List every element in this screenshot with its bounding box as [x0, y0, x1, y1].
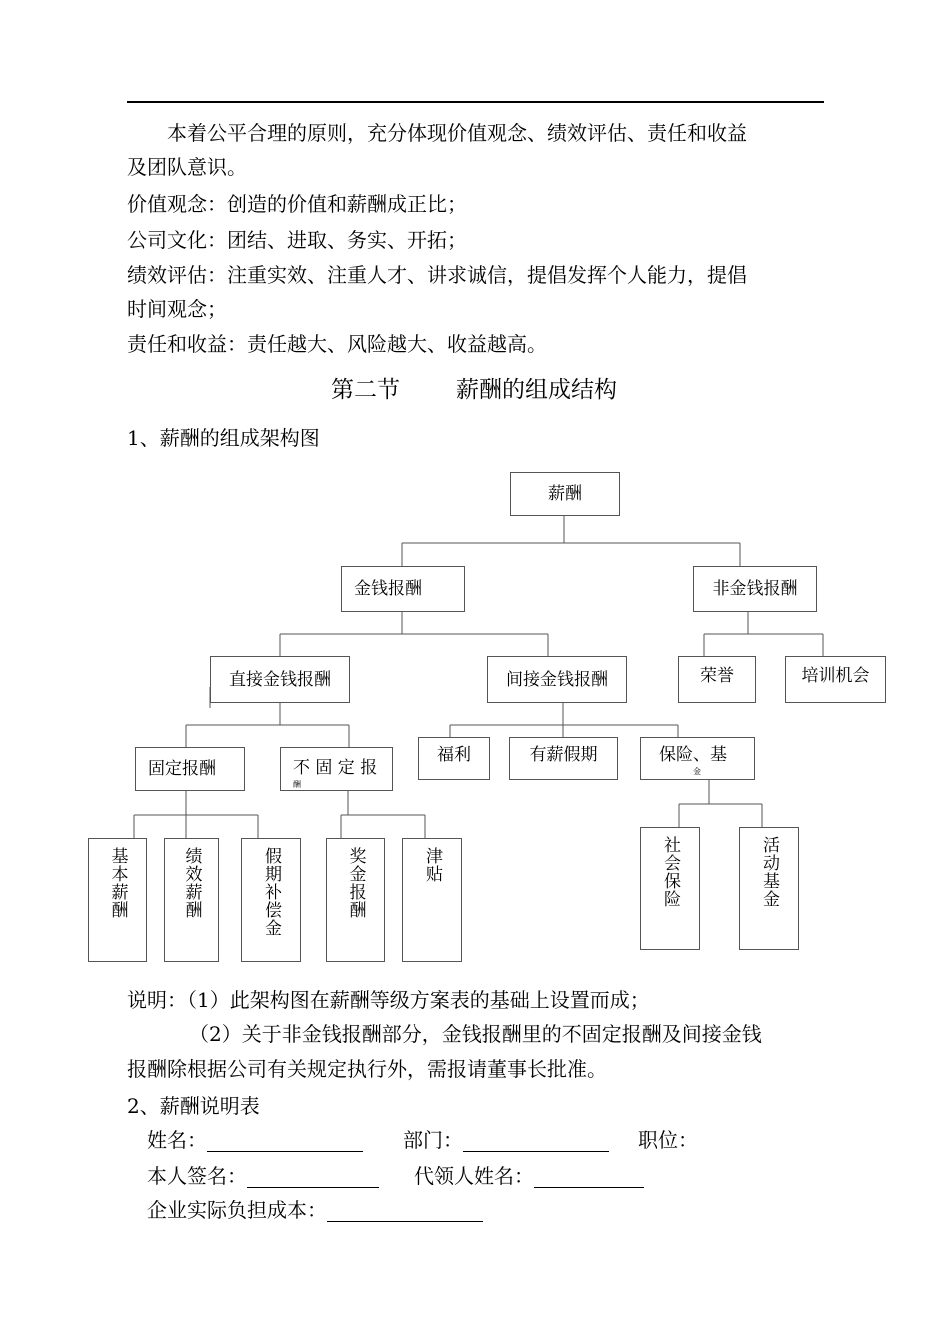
node-insurance-fund: [640, 737, 755, 780]
node-non-monetary: [693, 566, 817, 612]
node-variable-pay: [280, 747, 393, 791]
node-base-salary-label: 基本薪酬: [107, 847, 128, 919]
node-salary-label: 薪酬: [548, 484, 582, 504]
node-bonus-label: 奖金报酬: [345, 847, 366, 919]
note-1: 说明：（1）此架构图在薪酬等级方案表的基础上设置而成；: [127, 988, 650, 1012]
node-performance-salary: [164, 838, 219, 962]
node-insurance-fund-label: 保险、基: [659, 745, 727, 765]
field-department: [403, 1128, 609, 1152]
node-leave-compensation-label: 假期补偿金: [261, 847, 281, 937]
responsibility-line: 责任和收益：责任越大、风险越大、收益越高。: [127, 332, 547, 356]
node-base-salary: [88, 838, 147, 962]
node-direct-monetary-label: 直接金钱报酬: [229, 669, 331, 690]
node-allowance: [402, 838, 462, 962]
company-culture: 公司文化：团结、进取、务实、开拓；: [127, 228, 467, 252]
node-training: [785, 656, 886, 703]
field-department-blank[interactable]: [463, 1133, 609, 1152]
node-monetary-label: 金钱报酬: [354, 579, 422, 599]
field-name-blank[interactable]: [207, 1133, 363, 1152]
value-concept: 价值观念：创造的价值和薪酬成正比；: [127, 192, 467, 216]
subheading-structure-chart: 1、薪酬的组成架构图: [127, 426, 320, 450]
field-proxy: [414, 1164, 644, 1188]
node-performance-salary-label: 绩效薪酬: [181, 847, 202, 919]
node-paid-leave: [509, 737, 618, 780]
node-welfare: [418, 737, 490, 780]
node-activity-fund-label: 活动基金: [759, 836, 779, 908]
node-social-insurance: [640, 827, 700, 950]
field-name: [147, 1128, 363, 1152]
node-fixed-pay: [135, 747, 245, 791]
field-signature: [147, 1164, 379, 1188]
field-proxy-blank[interactable]: [534, 1169, 644, 1188]
node-indirect-monetary-label: 间接金钱报酬: [506, 669, 608, 690]
node-honor: [678, 656, 756, 703]
node-monetary: [341, 566, 465, 612]
node-indirect-monetary: [487, 656, 627, 703]
section-title: 薪酬的组成结构: [456, 377, 617, 403]
field-signature-blank[interactable]: [247, 1169, 379, 1188]
field-name-label: 姓名：: [147, 1128, 207, 1152]
node-leave-compensation: [241, 838, 301, 962]
node-welfare-label: 福利: [437, 745, 471, 765]
subheading-salary-table: 2、薪酬说明表: [127, 1094, 260, 1118]
field-position-label: 职位：: [638, 1128, 698, 1152]
node-non-monetary-label: 非金钱报酬: [712, 579, 798, 599]
node-fixed-pay-label: 固定报酬: [148, 759, 216, 779]
field-actual-cost-blank[interactable]: [327, 1203, 483, 1222]
node-salary: [510, 472, 620, 516]
note-2-line-1: （2）关于非金钱报酬部分，金钱报酬里的不固定报酬及间接金钱: [189, 1022, 762, 1046]
node-training-label: 培训机会: [801, 666, 870, 686]
node-variable-pay-label: 不 固 定 报: [293, 758, 378, 778]
field-proxy-label: 代领人姓名：: [414, 1164, 534, 1188]
performance-line-2: 时间观念；: [127, 297, 227, 321]
node-direct-monetary: [210, 656, 350, 703]
node-honor-label: 荣誉: [700, 666, 734, 686]
field-actual-cost-label: 企业实际负担成本：: [147, 1198, 327, 1222]
node-activity-fund: [739, 827, 799, 950]
node-allowance-label: 津贴: [422, 847, 442, 883]
node-bonus: [326, 838, 385, 962]
node-variable-pay-label-tail: 酬: [293, 780, 301, 789]
note-2-line-2: 报酬除根据公司有关规定执行外，需报请董事长批准。: [127, 1057, 607, 1081]
field-actual-cost: [147, 1198, 483, 1222]
field-position: [638, 1128, 698, 1152]
field-signature-label: 本人签名：: [147, 1164, 247, 1188]
section-number: 第二节: [331, 377, 400, 403]
field-department-label: 部门：: [403, 1128, 463, 1152]
node-insurance-fund-label-tail: 金: [693, 767, 701, 776]
intro-line-1: 本着公平合理的原则，充分体现价值观念、绩效评估、责任和收益: [167, 121, 747, 145]
intro-line-2: 及团队意识。: [127, 155, 247, 179]
node-paid-leave-label: 有薪假期: [529, 745, 598, 765]
performance-line-1: 绩效评估：注重实效、注重人才、讲求诚信，提倡发挥个人能力，提倡: [127, 263, 747, 287]
node-social-insurance-label: 社会保险: [660, 836, 680, 908]
